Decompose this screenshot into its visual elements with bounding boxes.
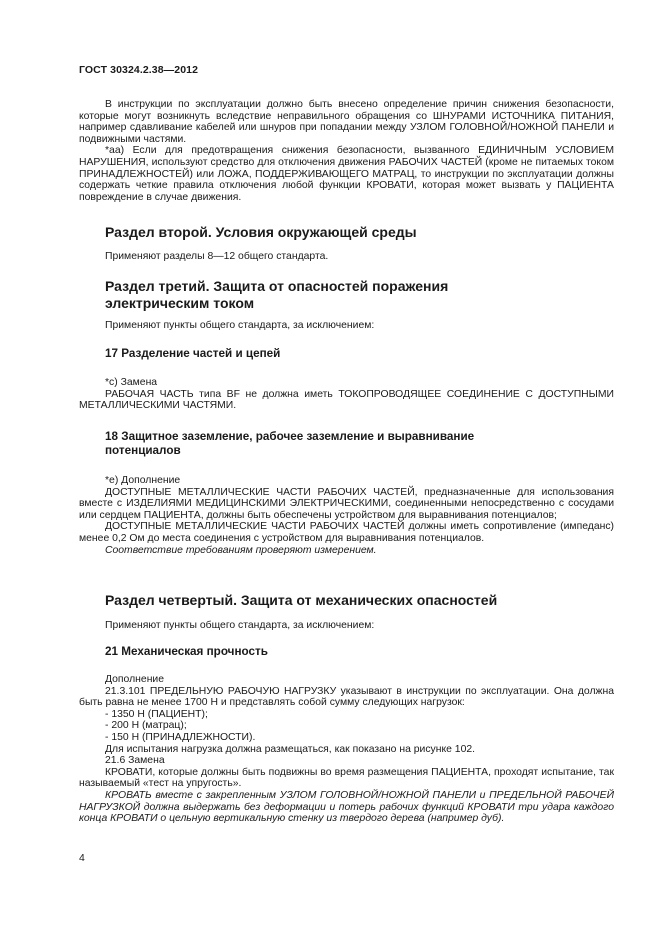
clause-18-paragraph-2: ДОСТУПНЫЕ МЕТАЛЛИЧЕСКИЕ ЧАСТИ РАБОЧИХ ЧАСТЕЙ должны иметь сопротивление (импеданс) менее 0,2 Ом до места соединения с устройством для выравнивания потенциалов. <box>79 521 614 544</box>
section-2-text-block <box>79 251 614 263</box>
clause-21-6-paragraph-1: КРОВАТИ, которые должны быть подвижны во время размещения ПАЦИЕНТА, проходят испытание, так называемый «тест на упругость». <box>79 766 614 790</box>
intro-paragraph: В инструкции по эксплуатации должно быть внесено определение причин снижения безопасности, которые могут возникнуть вследствие неправильного обращения со ШНУРАМИ ИСТОЧНИКА ПИТАНИЯ, например сдавливание кабелей или шнуров при попадании между УЗЛОМ ГОЛОВНОЙ/НОЖНОЙ ПАНЕЛИ и подвижными частями. <box>79 99 614 145</box>
clause-18-compliance: Соответствие требованиям проверяют измерением. <box>105 544 377 556</box>
page-number: 4 <box>79 853 85 864</box>
section-4-title: Раздел четвертый. Защита от механических опасностей <box>105 592 498 608</box>
clause-18-title-line1: 18 Защитное заземление, рабочее заземление и выравнивание <box>105 430 475 443</box>
section-3-title-line1: Раздел третий. Защита от опасностей поражения <box>105 278 449 294</box>
clause-17-text: РАБОЧАЯ ЧАСТЬ типа BF не должна иметь ТОКОПРОВОДЯЩЕЕ СОЕДИНЕНИЕ С ДОСТУПНЫМИ МЕТАЛЛИЧЕСКИМИ ЧАСТЯМИ. <box>79 388 614 412</box>
section-4-text-block <box>79 620 614 632</box>
intro-block <box>79 99 614 203</box>
load-item: - 1350 Н (ПАЦИЕНТ); <box>105 708 208 720</box>
section-3-text-block <box>79 320 614 332</box>
section-3-title-line2: электрическим током <box>105 294 255 311</box>
clause-21-paragraph-1: 21.3.101 ПРЕДЕЛЬНУЮ РАБОЧУЮ НАГРУЗКУ указывают в инструкции по эксплуатации. Она должна быть равна не менее 1700 Н и представлять собой сумму следующих нагрузок: <box>79 685 614 709</box>
clause-17-subtitle: *с) Замена <box>105 377 158 388</box>
document-header: ГОСТ 30324.2.38—2012 <box>79 64 199 76</box>
clause-21-title: 21 Механическая прочность <box>105 645 268 658</box>
clause-21-6-paragraph-2: КРОВАТЬ вместе с закрепленным УЗЛОМ ГОЛОВНОЙ/НОЖНОЙ ПАНЕЛИ и ПРЕДЕЛЬНОЙ РАБОЧЕЙ НАГРУЗКОЙ должна выдержать без деформации и потерь рабочих функций КРОВАТИ три удара каждого конца КРОВАТИ о цельную вертикальную стенку из твердого дерева (например дуб). <box>79 789 614 825</box>
clause-21-6-subtitle: 21.6 Замена <box>105 755 165 767</box>
section-2-title: Раздел второй. Условия окружающей среды <box>105 224 417 240</box>
section-3-title <box>105 278 575 311</box>
clause-21-paragraph-2: Для испытания нагрузка должна размещаться, как показано на рисунке 102. <box>105 743 476 755</box>
section-2-text: Применяют разделы 8—12 общего стандарта. <box>105 251 329 262</box>
intro-paragraph-aa: *аа) Если для предотвращения снижения безопасности, вызванного ЕДИНИЧНЫМ УСЛОВИЕМ НАРУШЕНИЯ, используют средство для отключения движения РАБОЧИХ ЧАСТЕЙ (кроме не питаемых током ПРИНАДЛЕЖНОСТЕЙ) или ЛОЖА, ПОДДЕРЖИВАЮЩЕГО МАТРАЦ, то инструкции по эксплуатации должны содержать четкие правила отключения любой функции КРОВАТИ, которая может вызвать у ПАЦИЕНТА повреждение в случае движения. <box>79 145 614 203</box>
clause-21-subtitle: Дополнение <box>105 674 165 685</box>
clause-18-title-line2: потенциалов <box>105 444 181 457</box>
clause-21-block <box>79 674 614 825</box>
clause-18-block <box>79 475 614 556</box>
clause-18-paragraph-1: ДОСТУПНЫЕ МЕТАЛЛИЧЕСКИЕ ЧАСТИ РАБОЧИХ ЧАСТЕЙ, предназначенные для использования вместе с ИЗДЕЛИЯМИ МЕДИЦИНСКИМИ ЭЛЕКТРИЧЕСКИМИ, соединенными непосредственно с сосудами или сердцем ПАЦИЕНТА, должны быть обеспечены устройством для выравнивания потенциалов; <box>79 486 614 521</box>
section-4-text: Применяют пункты общего стандарта, за исключением: <box>105 620 375 631</box>
load-item: - 200 Н (матрац); <box>105 720 187 732</box>
clause-17-block <box>79 377 614 412</box>
clause-17-title: 17 Разделение частей и цепей <box>105 347 281 360</box>
section-3-text: Применяют пункты общего стандарта, за исключением: <box>105 320 375 331</box>
clause-18-subtitle: *е) Дополнение <box>105 475 181 486</box>
clause-18-title <box>105 430 585 458</box>
load-item: - 150 Н (ПРИНАДЛЕЖНОСТИ). <box>105 731 256 743</box>
